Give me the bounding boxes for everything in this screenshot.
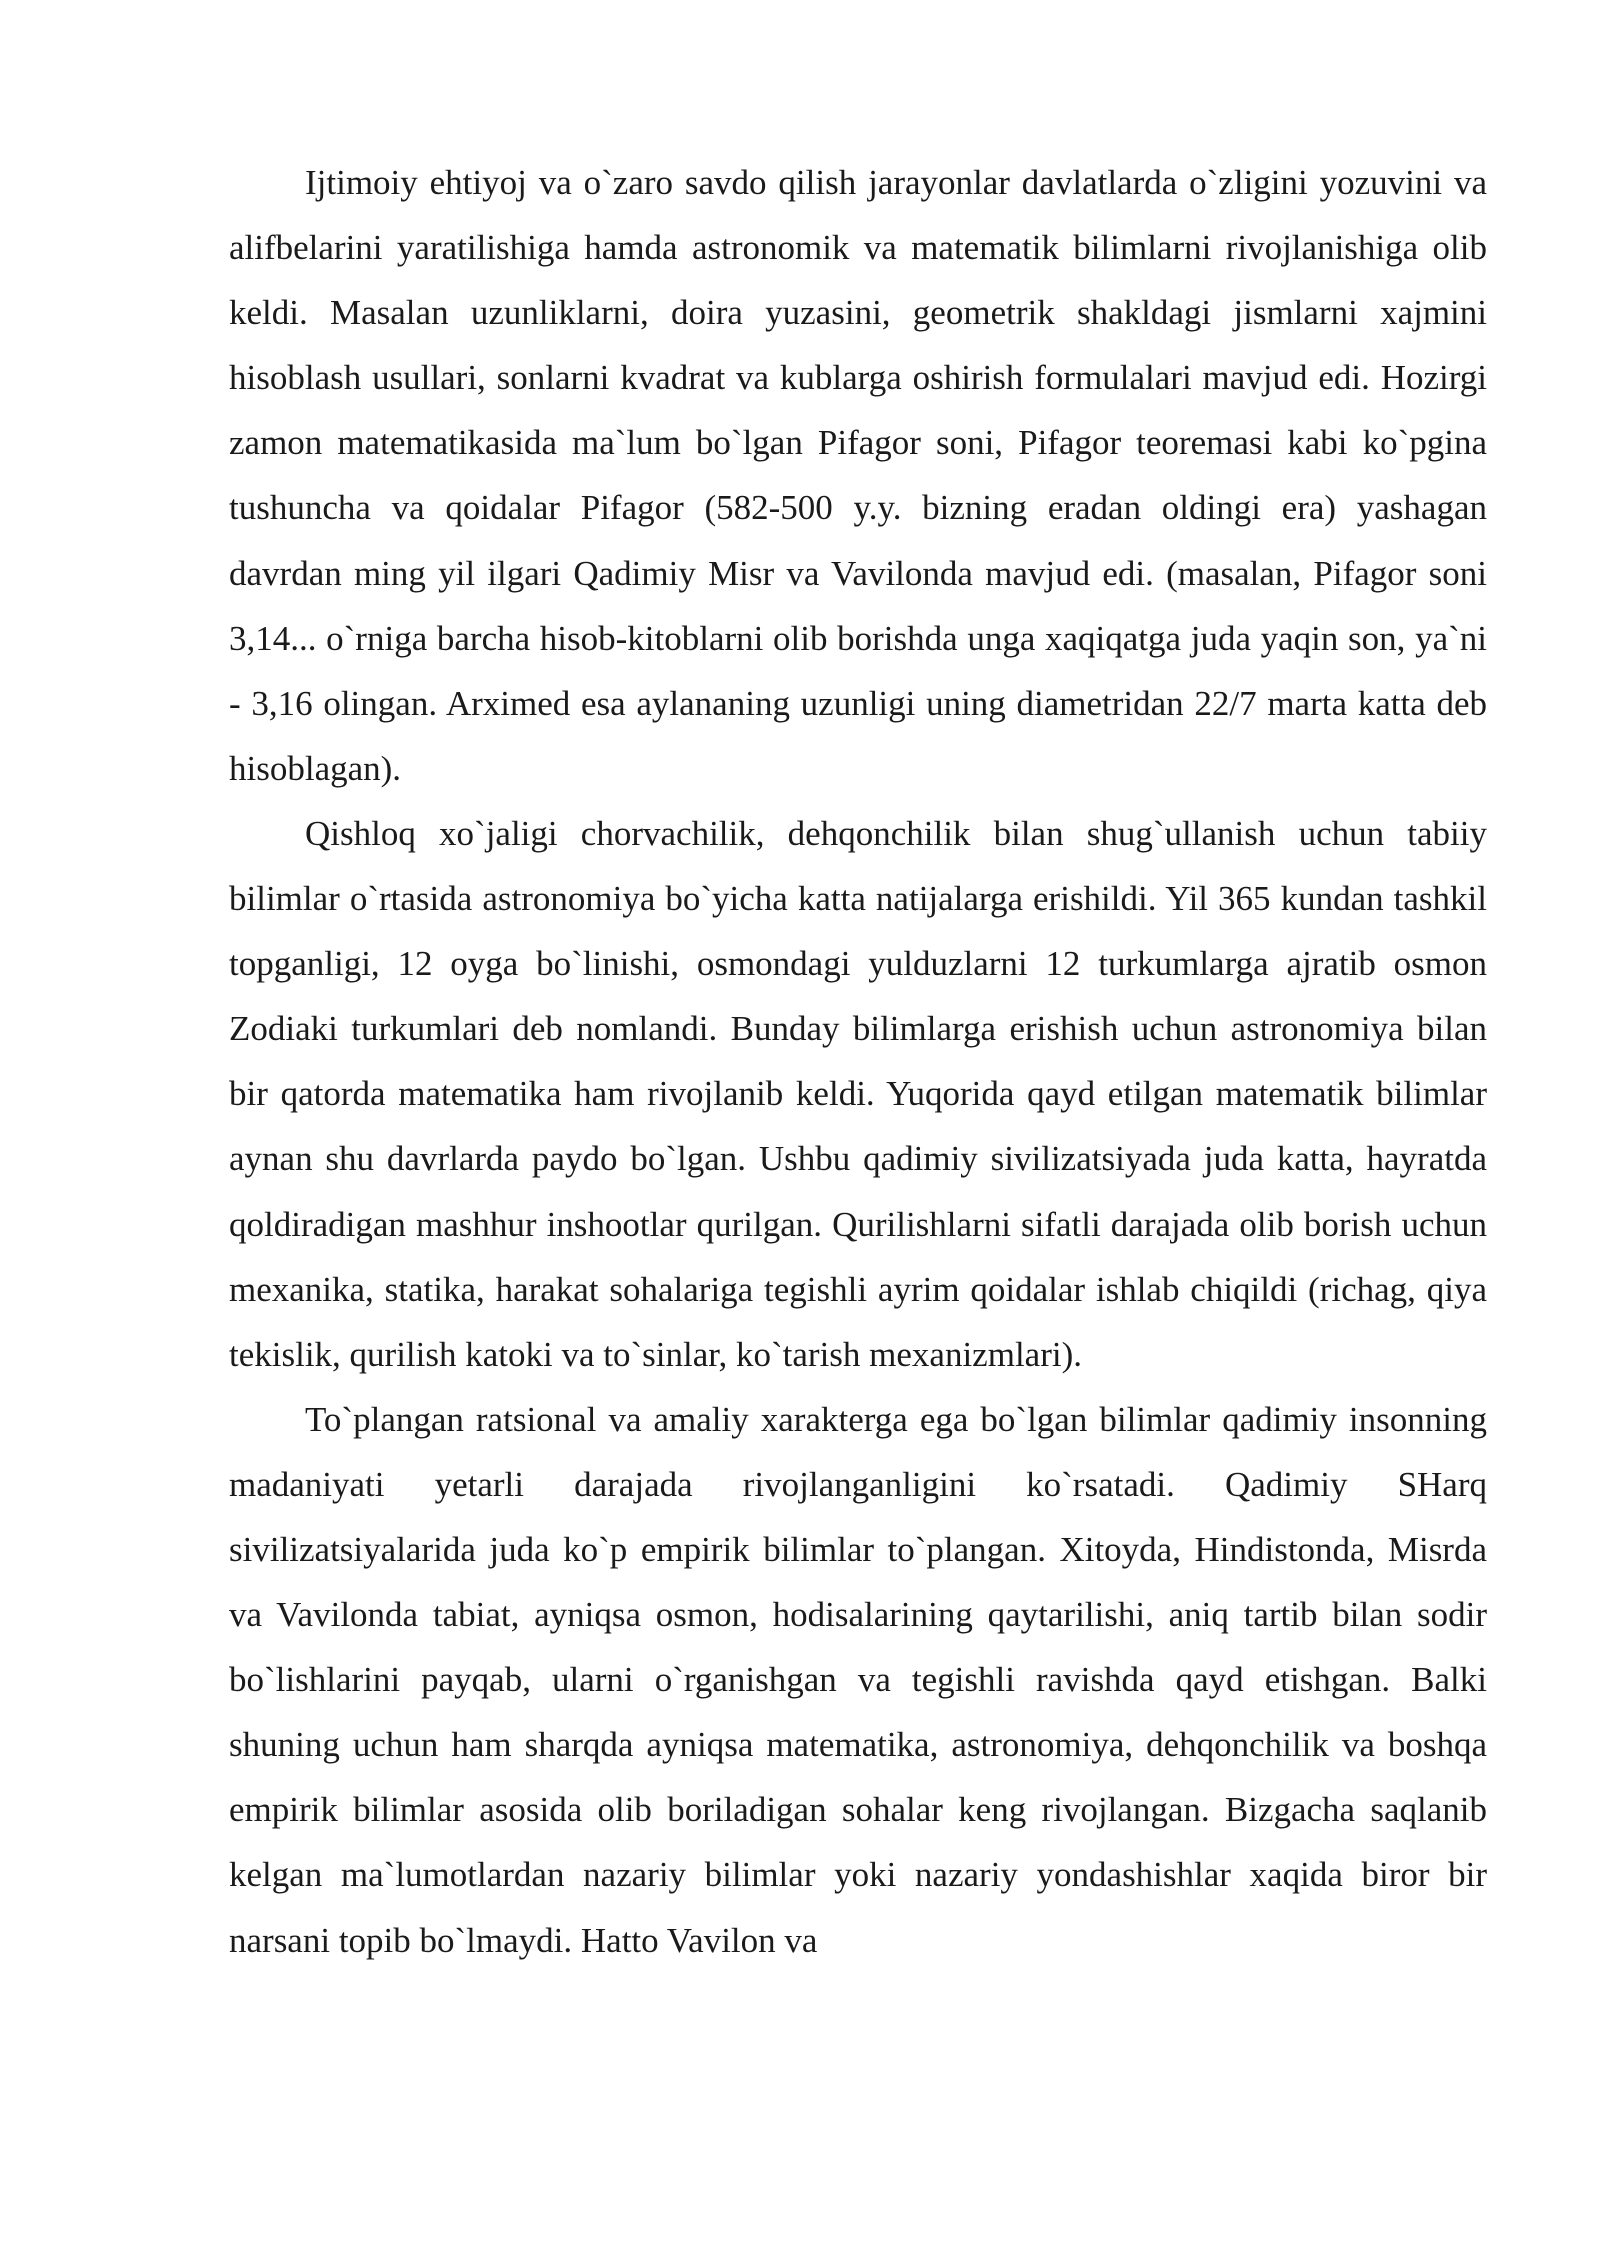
paragraph-3: To`plangan ratsional va amaliy xarakterga ega bo`lgan bilimlar qadimiy insonning madaniyati yetarli darajada rivojlanganligini ko`rsatadi. Qadimiy SHarq sivilizatsiyalarida juda ko`p empirik bilimlar to`plangan. Xitoyda, Hindistonda, Misrda va Vavilonda tabiat, ayniqsa osmon, hodisalarining qaytarilishi, aniq tartib bilan sodir bo`lishlarini payqab, ularni o`rganishgan va tegishli ravishda qayd etishgan. Balki shuning uchun ham sharqda ayniqsa matematika, astronomiya, dehqonchilik va boshqa empirik bilimlar asosida olib boriladigan sohalar keng rivojlangan. Bizgacha saqlanib kelgan ma`lumotlardan nazariy bilimlar yoki nazariy yondashishlar xaqida biror bir narsani topib bo`lmaydi. Hatto Vavilon va bbox=[229, 1399, 1487, 1960]
paragraph-2: Qishloq xo`jaligi chorvachilik, dehqonchilik bilan shug`ullanish uchun tabiiy bilimlar o`rtasida astronomiya bo`yicha katta natijalarga erishildi. Yil 365 kundan tashkil topganligi, 12 oyga bo`linishi, osmondagi yulduzlarni 12 turkumlarga ajratib osmon Zodiaki turkumlari deb nomlandi. Bunday bilimlarga erishish uchun astronomiya bilan bir qatorda matematika ham rivojlanib keldi. Yuqorida qayd etilgan matematik bilimlar aynan shu davrlarda paydo bo`lgan. Ushbu qadimiy sivilizatsiyada juda katta, hayratda qoldiradigan mashhur inshootlar qurilgan. Qurilishlarni sifatli darajada olib borish uchun mexanika, statika, harakat sohalariga tegishli ayrim qoidalar ishlab chiqildi (richag, qiya tekislik, qurilish katoki va to`sinlar, ko`tarish mexanizmlari). bbox=[229, 813, 1487, 1374]
paragraph-1: Ijtimoiy ehtiyoj va o`zaro savdo qilish jarayonlar davlatlarda o`zligini yozuvini va alifbelarini yaratilishiga hamda astronomik va matematik bilimlarni rivojlanishiga olib keldi. Masalan uzunliklarni, doira yuzasini, geometrik shakldagi jismlarni xajmini hisoblash usullari, sonlarni kvadrat va kublarga oshirish formulalari mavjud edi. Hozirgi zamon matematikasida ma`lum bo`lgan Pifagor soni, Pifagor teoremasi kabi ko`pgina tushuncha va qoidalar Pifagor (582-500 y.y. bizning eradan oldingi era) yashagan davrdan ming yil ilgari Qadimiy Misr va Vavilonda mavjud edi. (masalan, Pifagor soni 3,14... o`rniga barcha hisob-kitoblarni olib borishda unga xaqiqatga juda yaqin son, ya`ni - 3,16 olingan. Arximed esa aylananing uzunligi uning diametridan 22/7 marta katta deb hisoblagan). bbox=[229, 163, 1487, 788]
document-body bbox=[229, 150, 1487, 1973]
